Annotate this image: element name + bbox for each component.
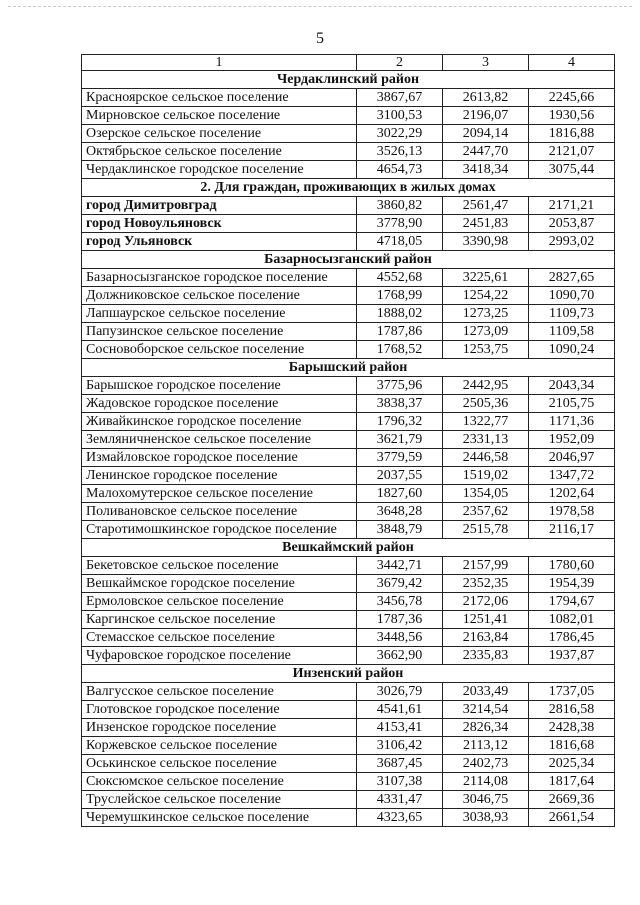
value-col-4: 2245,66: [529, 89, 615, 107]
value-col-4: 1786,45: [529, 629, 615, 647]
value-col-2: 3026,79: [357, 683, 443, 701]
value-col-2: 1796,32: [357, 413, 443, 431]
table-row: [82, 773, 615, 791]
table-row: [82, 143, 615, 161]
value-col-3: 2357,62: [443, 503, 529, 521]
section-title: Барышский район: [82, 359, 615, 377]
column-header: 4: [529, 55, 615, 71]
settlement-name: Ленинское городское поселение: [82, 467, 357, 485]
value-col-2: 3860,82: [357, 197, 443, 215]
settlement-name: Поливановское сельское поселение: [82, 503, 357, 521]
column-header: 2: [357, 55, 443, 71]
value-col-3: 2335,83: [443, 647, 529, 665]
settlement-name: город Новоульяновск: [82, 215, 357, 233]
table-row: [82, 107, 615, 125]
value-col-3: 2163,84: [443, 629, 529, 647]
table-row: [82, 197, 615, 215]
value-col-2: 3106,42: [357, 737, 443, 755]
settlement-name: Сюксюмское сельское поселение: [82, 773, 357, 791]
table-row: [82, 575, 615, 593]
value-col-4: 1109,58: [529, 323, 615, 341]
settlement-name: Чердаклинское городское поселение: [82, 161, 357, 179]
settlement-name: Инзенское городское поселение: [82, 719, 357, 737]
value-col-2: 3448,56: [357, 629, 443, 647]
value-col-3: 2402,73: [443, 755, 529, 773]
settlement-name: Земляничненское сельское поселение: [82, 431, 357, 449]
settlement-name: Оськинское сельское поселение: [82, 755, 357, 773]
value-col-2: 4718,05: [357, 233, 443, 251]
value-col-3: 3214,54: [443, 701, 529, 719]
section-title: 2. Для граждан, проживающих в жилых домах: [82, 179, 615, 197]
value-col-2: 3838,37: [357, 395, 443, 413]
table-row: [82, 215, 615, 233]
table-row: [82, 755, 615, 773]
value-col-4: 1090,24: [529, 341, 615, 359]
value-col-2: 4654,73: [357, 161, 443, 179]
value-col-3: 1354,05: [443, 485, 529, 503]
value-col-3: 2442,95: [443, 377, 529, 395]
value-col-2: 1768,99: [357, 287, 443, 305]
value-col-2: 3442,71: [357, 557, 443, 575]
value-col-4: 1952,09: [529, 431, 615, 449]
value-col-4: 2116,17: [529, 521, 615, 539]
value-col-4: 1978,58: [529, 503, 615, 521]
settlement-name: Озерское сельское поселение: [82, 125, 357, 143]
table-row: [82, 737, 615, 755]
section-header-row: [82, 665, 615, 683]
section-header-row: [82, 359, 615, 377]
value-col-4: 1780,60: [529, 557, 615, 575]
settlement-name: Бекетовское сельское поселение: [82, 557, 357, 575]
table-row: [82, 467, 615, 485]
value-col-2: 1768,52: [357, 341, 443, 359]
column-header: 1: [82, 55, 357, 71]
settlement-name: Барышское городское поселение: [82, 377, 357, 395]
value-col-3: 1254,22: [443, 287, 529, 305]
value-col-4: 1109,73: [529, 305, 615, 323]
value-col-4: 2046,97: [529, 449, 615, 467]
value-col-3: 2515,78: [443, 521, 529, 539]
table-row: [82, 647, 615, 665]
settlement-name: Мирновское сельское поселение: [82, 107, 357, 125]
value-col-4: 2816,58: [529, 701, 615, 719]
table-row: [82, 449, 615, 467]
table-row: [82, 269, 615, 287]
value-col-3: 2826,34: [443, 719, 529, 737]
value-col-2: 4552,68: [357, 269, 443, 287]
settlement-name: Базарносызганское городское поселение: [82, 269, 357, 287]
table-row: [82, 593, 615, 611]
value-col-2: 3100,53: [357, 107, 443, 125]
value-col-3: 2172,06: [443, 593, 529, 611]
settlement-name: Старотимошкинское городское поселение: [82, 521, 357, 539]
table-row: [82, 161, 615, 179]
value-col-4: 2669,36: [529, 791, 615, 809]
table-row: [82, 629, 615, 647]
section-header-row: [82, 71, 615, 89]
table-row: [82, 341, 615, 359]
value-col-4: 3075,44: [529, 161, 615, 179]
table-row: [82, 413, 615, 431]
value-col-3: 1273,09: [443, 323, 529, 341]
settlement-name: Вешкаймское городское поселение: [82, 575, 357, 593]
value-col-3: 1519,02: [443, 467, 529, 485]
settlement-name: Черемушкинское сельское поселение: [82, 809, 357, 827]
section-title: Вешкаймский район: [82, 539, 615, 557]
table-row: [82, 431, 615, 449]
value-col-2: 1888,02: [357, 305, 443, 323]
table-row: [82, 791, 615, 809]
value-col-3: 3046,75: [443, 791, 529, 809]
section-header-row: [82, 251, 615, 269]
value-col-4: 2827,65: [529, 269, 615, 287]
table-row: [82, 233, 615, 251]
value-col-3: 1251,41: [443, 611, 529, 629]
section-header-row: [82, 539, 615, 557]
settlement-name: Должниковское сельское поселение: [82, 287, 357, 305]
value-col-2: 1827,60: [357, 485, 443, 503]
table-row: [82, 377, 615, 395]
value-col-3: 2352,35: [443, 575, 529, 593]
table-row: [82, 719, 615, 737]
value-col-4: 1816,88: [529, 125, 615, 143]
value-col-4: 2053,87: [529, 215, 615, 233]
value-col-4: 1930,56: [529, 107, 615, 125]
column-header: 3: [443, 55, 529, 71]
value-col-4: 1937,87: [529, 647, 615, 665]
value-col-3: 2446,58: [443, 449, 529, 467]
value-col-4: 1171,36: [529, 413, 615, 431]
scan-edge-line: [8, 6, 632, 7]
value-col-3: 2196,07: [443, 107, 529, 125]
settlement-name: Красноярское сельское поселение: [82, 89, 357, 107]
value-col-4: 2105,75: [529, 395, 615, 413]
settlement-name: Труслейское сельское поселение: [82, 791, 357, 809]
header-row: [82, 55, 615, 71]
value-col-3: 2451,83: [443, 215, 529, 233]
settlement-name: Стемасское сельское поселение: [82, 629, 357, 647]
settlement-name: Валгусское сельское поселение: [82, 683, 357, 701]
value-col-2: 2037,55: [357, 467, 443, 485]
settlement-name: Ермоловское сельское поселение: [82, 593, 357, 611]
table-row: [82, 611, 615, 629]
settlement-name: Папузинское сельское поселение: [82, 323, 357, 341]
value-col-4: 2043,34: [529, 377, 615, 395]
value-col-4: 1202,64: [529, 485, 615, 503]
value-col-4: 2661,54: [529, 809, 615, 827]
value-col-2: 3107,38: [357, 773, 443, 791]
value-col-3: 1273,25: [443, 305, 529, 323]
value-col-2: 3779,59: [357, 449, 443, 467]
value-col-3: 2157,99: [443, 557, 529, 575]
value-col-3: 2505,36: [443, 395, 529, 413]
section-header-row: [82, 179, 615, 197]
value-col-2: 3778,90: [357, 215, 443, 233]
value-col-3: 2561,47: [443, 197, 529, 215]
value-col-3: 2331,13: [443, 431, 529, 449]
value-col-3: 2114,08: [443, 773, 529, 791]
section-title: Инзенский район: [82, 665, 615, 683]
value-col-4: 2025,34: [529, 755, 615, 773]
value-col-2: 3662,90: [357, 647, 443, 665]
value-col-2: 3848,79: [357, 521, 443, 539]
value-col-4: 1816,68: [529, 737, 615, 755]
value-col-3: 3225,61: [443, 269, 529, 287]
table-row: [82, 521, 615, 539]
table-row: [82, 125, 615, 143]
value-col-4: 1794,67: [529, 593, 615, 611]
value-col-2: 1787,86: [357, 323, 443, 341]
tariff-table: [81, 54, 615, 827]
settlement-name: Каргинское сельское поселение: [82, 611, 357, 629]
table-row: [82, 323, 615, 341]
settlement-name: Измайловское городское поселение: [82, 449, 357, 467]
value-col-2: 3022,29: [357, 125, 443, 143]
value-col-3: 2113,12: [443, 737, 529, 755]
value-col-3: 3390,98: [443, 233, 529, 251]
value-col-2: 3526,13: [357, 143, 443, 161]
value-col-2: 3456,78: [357, 593, 443, 611]
page-number: 5: [316, 30, 324, 47]
settlement-name: Сосновоборское сельское поселение: [82, 341, 357, 359]
value-col-3: 2447,70: [443, 143, 529, 161]
value-col-3: 3038,93: [443, 809, 529, 827]
value-col-3: 1253,75: [443, 341, 529, 359]
table-row: [82, 305, 615, 323]
value-col-2: 3867,67: [357, 89, 443, 107]
settlement-name: город Ульяновск: [82, 233, 357, 251]
table-row: [82, 395, 615, 413]
value-col-4: 2171,21: [529, 197, 615, 215]
value-col-2: 3621,79: [357, 431, 443, 449]
value-col-2: 4323,65: [357, 809, 443, 827]
value-col-3: 1322,77: [443, 413, 529, 431]
value-col-4: 1082,01: [529, 611, 615, 629]
section-title: Базарносызганский район: [82, 251, 615, 269]
table-row: [82, 557, 615, 575]
table-row: [82, 683, 615, 701]
value-col-4: 1090,70: [529, 287, 615, 305]
value-col-4: 1347,72: [529, 467, 615, 485]
table-row: [82, 89, 615, 107]
value-col-2: 4541,61: [357, 701, 443, 719]
value-col-4: 1817,64: [529, 773, 615, 791]
value-col-3: 2613,82: [443, 89, 529, 107]
value-col-4: 2428,38: [529, 719, 615, 737]
value-col-2: 1787,36: [357, 611, 443, 629]
settlement-name: Чуфаровское городское поселение: [82, 647, 357, 665]
settlement-name: город Димитровград: [82, 197, 357, 215]
value-col-2: 4153,41: [357, 719, 443, 737]
settlement-name: Лапшаурское сельское поселение: [82, 305, 357, 323]
table-row: [82, 701, 615, 719]
table-body: [82, 55, 615, 827]
value-col-2: 4331,47: [357, 791, 443, 809]
value-col-2: 3648,28: [357, 503, 443, 521]
value-col-3: 2094,14: [443, 125, 529, 143]
settlement-name: Коржевское сельское поселение: [82, 737, 357, 755]
settlement-name: Живайкинское городское поселение: [82, 413, 357, 431]
settlement-name: Октябрьское сельское поселение: [82, 143, 357, 161]
table-row: [82, 503, 615, 521]
value-col-3: 3418,34: [443, 161, 529, 179]
settlement-name: Малохомутерское сельское поселение: [82, 485, 357, 503]
value-col-4: 2993,02: [529, 233, 615, 251]
value-col-3: 2033,49: [443, 683, 529, 701]
settlement-name: Глотовское городское поселение: [82, 701, 357, 719]
value-col-4: 1737,05: [529, 683, 615, 701]
value-col-2: 3775,96: [357, 377, 443, 395]
value-col-4: 2121,07: [529, 143, 615, 161]
table-row: [82, 485, 615, 503]
value-col-2: 3687,45: [357, 755, 443, 773]
table-row: [82, 287, 615, 305]
table-row: [82, 809, 615, 827]
section-title: Чердаклинский район: [82, 71, 615, 89]
value-col-2: 3679,42: [357, 575, 443, 593]
settlement-name: Жадовское городское поселение: [82, 395, 357, 413]
value-col-4: 1954,39: [529, 575, 615, 593]
